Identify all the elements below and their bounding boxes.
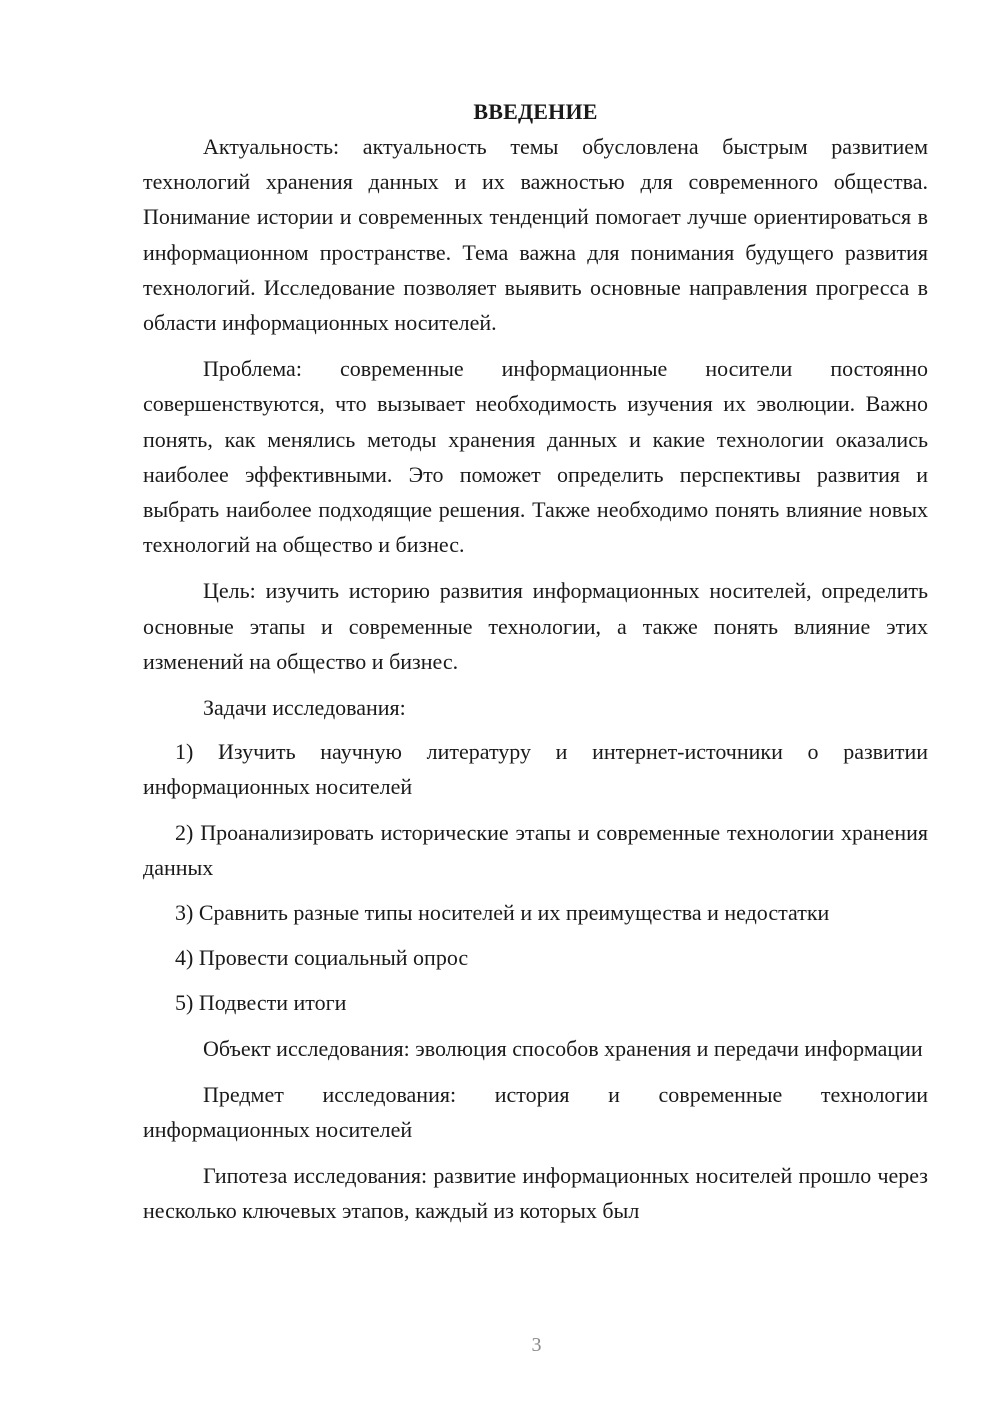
hypothesis-paragraph: Гипотеза исследования: развитие информационных носителей прошло через несколько ключевых этапов, каждый из которых был [143, 1163, 928, 1224]
task-item-5: 5) Подвести итоги [175, 990, 347, 1016]
goal-paragraph: Цель: изучить историю развития информационных носителей, определить основные этапы и современные технологии, а также понять влияние этих изменений на общество и бизнес. [143, 578, 928, 674]
task-item-2: 2) Проанализировать исторические этапы и современные технологии хранения данных [143, 819, 928, 880]
page-content [143, 94, 928, 1240]
task-item-1: 1) Изучить научную литературу и интернет-источники о развитии информационных носителей [143, 739, 928, 800]
tasks-heading: Задачи исследования: [203, 695, 406, 721]
relevance-paragraph: Актуальность: актуальность темы обусловлена быстрым развитием технологий хранения данных и их важностью для современного общества. Понимание истории и современных тенденций помогает лучше ориентироваться в информационном пространстве. Тема важна для понимания будущего развития технологий. Исследование позволяет выявить основные направления прогресса в области информационных носителей. [143, 134, 928, 336]
problem-paragraph: Проблема: современные информационные носители постоянно совершенствуются, что вызывает необходимость изучения их эволюции. Важно понять, как менялись методы хранения данных и какие технологии оказались наиболее эффективными. Это поможет определить перспективы развития и выбрать наиболее подходящие решения. Также необходимо понять влияние новых технологий на общество и бизнес. [143, 356, 928, 558]
task-item-3: 3) Сравнить разные типы носителей и их преимущества и недостатки [175, 900, 830, 926]
subject-paragraph: Предмет исследования: история и современные технологии информационных носителей [143, 1081, 928, 1143]
page-number: 3 [531, 1334, 542, 1356]
object-paragraph: Объект исследования: эволюция способов хранения и передачи информации [203, 1035, 923, 1061]
page-title: ВВЕДЕНИЕ [473, 99, 598, 124]
task-item-4: 4) Провести социальный опрос [175, 945, 469, 971]
